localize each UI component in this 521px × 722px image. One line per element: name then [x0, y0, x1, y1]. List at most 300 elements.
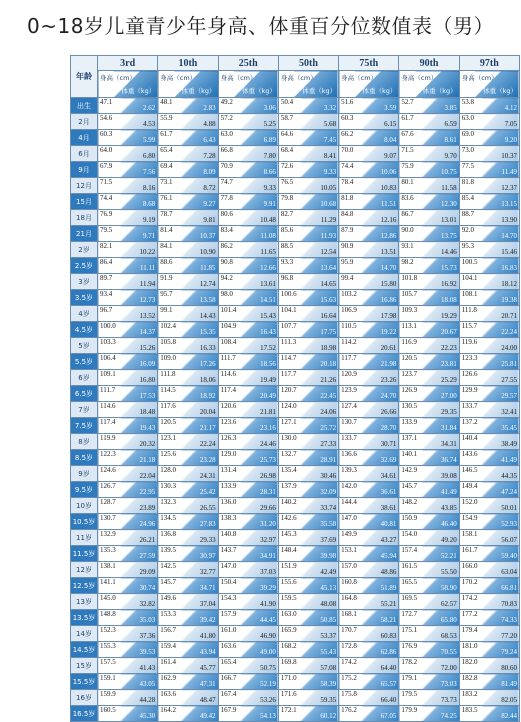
percentile-header: 10th: [158, 56, 218, 71]
value-cell: [158, 674, 218, 690]
weight-value: 41.90: [260, 600, 276, 608]
height-value: 90.9: [341, 242, 354, 250]
height-value: 168.1: [341, 610, 357, 618]
weight-value: 48.47: [199, 696, 216, 704]
height-value: 123.9: [341, 386, 357, 394]
weight-value: 20.18: [320, 360, 337, 368]
height-value: 98.0: [220, 290, 233, 298]
value-cell: [218, 498, 278, 514]
height-value: 126.3: [220, 434, 237, 442]
value-cell: [399, 546, 459, 562]
value-cell: [339, 594, 399, 610]
height-value: 161.7: [461, 546, 478, 554]
weight-value: 10.37: [501, 152, 517, 160]
weight-value: 50.85: [320, 616, 337, 624]
height-value: 132.9: [100, 530, 116, 538]
value-cell: [218, 178, 278, 194]
value-cell: [158, 450, 218, 466]
value-cell: [158, 610, 218, 626]
height-value: 161.4: [160, 658, 177, 666]
weight-value: 60.12: [320, 712, 337, 720]
height-value: 182.0: [461, 658, 478, 666]
value-cell: [98, 546, 158, 562]
value-cell: [459, 498, 519, 514]
value-cell: [98, 114, 158, 130]
value-cell: [158, 386, 218, 402]
value-cell: [339, 178, 399, 194]
value-cell: [218, 466, 278, 482]
height-value: 159.1: [100, 674, 116, 682]
value-cell: [399, 402, 459, 418]
weight-value: 18.12: [501, 280, 517, 288]
weight-value: 9.81: [203, 216, 216, 224]
age-cell: 15岁: [71, 658, 98, 674]
value-cell: [158, 162, 218, 178]
height-value: 171.0: [280, 674, 297, 682]
height-value: 100.6: [280, 290, 297, 298]
value-cell: [339, 98, 399, 114]
height-value: 80.1: [401, 178, 414, 186]
weight-value: 23.26: [380, 376, 397, 384]
value-cell: [399, 114, 459, 130]
value-cell: [399, 226, 459, 242]
height-value: 135.3: [100, 546, 116, 554]
age-cell: 11岁: [71, 530, 98, 546]
weight-value: 48.08: [320, 600, 337, 608]
height-value: 126.6: [461, 370, 478, 378]
weight-value: 38.49: [501, 440, 517, 448]
weight-value: 19.22: [380, 328, 397, 336]
weight-value: 8.16: [143, 184, 156, 192]
value-cell: [278, 146, 338, 162]
weight-value: 12.86: [380, 232, 397, 240]
weight-value: 55.43: [320, 648, 337, 656]
weight-value: 44.45: [260, 616, 276, 624]
height-value: 84.8: [341, 210, 354, 218]
weight-value: 9.70: [444, 152, 457, 160]
height-value: 158.1: [461, 530, 478, 538]
value-cell: [158, 418, 218, 434]
weight-value: 5.25: [263, 120, 276, 128]
weight-value: 17.52: [260, 344, 276, 352]
height-value: 130.0: [280, 434, 297, 442]
value-cell: [399, 386, 459, 402]
age-cell: 2月: [71, 114, 98, 130]
weight-value: 58.39: [320, 680, 337, 688]
value-cell: [98, 322, 158, 338]
height-value: 81.8: [341, 194, 354, 202]
weight-value: 74.25: [440, 712, 457, 720]
height-value: 51.6: [341, 98, 354, 106]
weight-value: 15.80: [380, 280, 397, 288]
value-cell: [399, 306, 459, 322]
height-value: 145.7: [401, 482, 418, 490]
height-value: 91.9: [160, 274, 173, 282]
height-value: 104.1: [280, 306, 297, 314]
value-cell: [98, 130, 158, 146]
age-cell: 5岁: [71, 338, 98, 354]
age-cell: 18月: [71, 210, 98, 226]
height-value: 63.0: [461, 114, 474, 122]
value-cell: [399, 290, 459, 306]
height-value: 117.4: [220, 386, 237, 394]
weight-value: 42.49: [320, 568, 337, 576]
height-value: 120.7: [280, 386, 297, 394]
weight-value: 15.26: [139, 344, 156, 352]
weight-value: 25.42: [199, 488, 216, 496]
height-value: 138.3: [220, 514, 237, 522]
value-cell: [459, 530, 519, 546]
value-cell: [98, 258, 158, 274]
weight-value: 11.85: [200, 264, 216, 272]
weight-value: 44.35: [501, 472, 517, 480]
table-row: [71, 578, 520, 594]
weight-value: 19.43: [139, 424, 156, 432]
weight-value: 16.83: [501, 264, 517, 272]
value-cell: [98, 194, 158, 210]
weight-value: 29.33: [199, 536, 216, 544]
height-value: 120.5: [160, 418, 177, 426]
value-cell: [98, 466, 158, 482]
height-value: 154.3: [220, 594, 237, 602]
weight-value: 13.58: [199, 296, 216, 304]
weight-value: 10.37: [199, 232, 216, 240]
value-cell: [218, 546, 278, 562]
height-value: 117.4: [100, 418, 116, 426]
height-value: 136.8: [160, 530, 177, 538]
height-value: 179.5: [401, 690, 418, 698]
height-value: 140.4: [461, 434, 478, 442]
value-cell: [399, 674, 459, 690]
height-value: 89.7: [100, 274, 113, 282]
weight-value: 13.64: [320, 264, 337, 272]
table-row: [71, 130, 520, 146]
height-value: 131.4: [220, 466, 237, 474]
weight-value: 48.86: [380, 568, 397, 576]
value-cell: [278, 322, 338, 338]
height-value: 169.5: [401, 594, 418, 602]
value-cell: [459, 290, 519, 306]
height-value: 149.4: [461, 482, 478, 490]
value-cell: [218, 418, 278, 434]
weight-value: 14.65: [320, 280, 337, 288]
weight-value: 37.04: [199, 600, 216, 608]
weight-value: 70.55: [440, 648, 457, 656]
value-cell: [158, 98, 218, 114]
age-cell: 10岁: [71, 498, 98, 514]
height-value: 183.5: [461, 706, 478, 714]
value-cell: [218, 402, 278, 418]
value-cell: [399, 194, 459, 210]
weight-value: 46.90: [260, 632, 276, 640]
value-cell: [459, 258, 519, 274]
height-value: 157.5: [100, 658, 116, 666]
weight-value: 25.81: [501, 360, 517, 368]
unit-subheader-cell: [339, 71, 399, 98]
weight-value: 21.81: [260, 408, 276, 416]
height-value: 165.9: [280, 626, 297, 634]
weight-value: 46.40: [440, 520, 457, 528]
weight-value: 7.56: [143, 168, 156, 176]
value-cell: [158, 546, 218, 562]
table-row: [71, 498, 520, 514]
weight-value: 9.91: [263, 200, 276, 208]
table-row: [71, 226, 520, 242]
weight-value: 12.37: [501, 184, 517, 192]
weight-value: 50.01: [501, 504, 517, 512]
unit-subheader-cell: [459, 71, 519, 98]
height-value: 81.4: [160, 226, 173, 234]
table-row: [71, 290, 520, 306]
value-cell: [218, 290, 278, 306]
height-value: 135.4: [280, 466, 297, 474]
height-value: 120.9: [341, 370, 357, 378]
table-row: [71, 386, 520, 402]
percentile-header: 25th: [218, 56, 278, 71]
weight-value: 54.13: [260, 712, 276, 720]
weight-value: 28.31: [260, 488, 276, 496]
weight-value: 22.45: [320, 392, 337, 400]
value-cell: [158, 146, 218, 162]
weight-value: 18.98: [320, 344, 337, 352]
weight-value: 55.21: [380, 600, 397, 608]
height-value: 129.0: [220, 450, 237, 458]
table-row: [71, 562, 520, 578]
height-value: 139.3: [341, 466, 357, 474]
weight-value: 40.81: [380, 520, 397, 528]
value-cell: [339, 274, 399, 290]
value-cell: [278, 354, 338, 370]
height-value: 90.0: [401, 226, 414, 234]
table-row: [71, 466, 520, 482]
value-cell: [399, 482, 459, 498]
value-cell: [98, 210, 158, 226]
weight-value: 22.04: [139, 472, 156, 480]
age-cell: 12.5岁: [71, 578, 98, 594]
weight-value: 81.49: [501, 680, 517, 688]
height-value: 53.8: [461, 98, 474, 106]
height-value: 166.7: [220, 674, 237, 682]
height-value: 140.2: [280, 498, 297, 506]
height-value: 159.9: [100, 690, 116, 698]
height-value: 137.9: [280, 482, 297, 490]
height-value: 79.8: [280, 194, 294, 202]
height-value: 156.7: [160, 626, 177, 634]
height-value: 143.7: [220, 546, 237, 554]
weight-value: 7.28: [203, 152, 216, 160]
value-cell: [399, 418, 459, 434]
weight-value: 66.40: [380, 696, 397, 704]
weight-value: 10.05: [320, 184, 337, 192]
value-cell: [218, 386, 278, 402]
weight-value: 13.75: [440, 232, 457, 240]
height-value: 71.5: [401, 146, 414, 154]
height-value: 143.6: [461, 450, 478, 458]
value-cell: [459, 194, 519, 210]
table-row: [71, 690, 520, 706]
height-value: 110.5: [341, 322, 357, 330]
height-value: 93.4: [100, 290, 113, 298]
height-value: 157.4: [401, 546, 418, 554]
weight-value: 3.32: [323, 104, 337, 112]
table-row: [71, 242, 520, 258]
height-unit-label: 身高（cm）: [341, 74, 378, 82]
value-cell: [158, 578, 218, 594]
value-cell: [278, 674, 338, 690]
weight-value: 10.68: [320, 200, 337, 208]
height-value: 105.7: [401, 290, 418, 298]
value-cell: [399, 690, 459, 706]
weight-value: 24.00: [501, 344, 517, 352]
weight-value: 82.44: [501, 712, 517, 720]
weight-unit-label: 体重（kg）: [483, 87, 517, 95]
weight-value: 10.90: [199, 248, 216, 256]
height-value: 104.1: [461, 274, 478, 282]
height-value: 93.3: [280, 258, 294, 266]
weight-value: 12.30: [440, 200, 457, 208]
height-value: 152.0: [461, 498, 478, 506]
age-cell: 5.5岁: [71, 354, 98, 370]
weight-value: 9.71: [143, 232, 156, 240]
value-cell: [399, 98, 459, 114]
age-cell: 9岁: [71, 466, 98, 482]
weight-value: 32.09: [320, 488, 337, 496]
height-value: 125.6: [160, 450, 177, 458]
weight-value: 43.05: [139, 680, 156, 688]
age-cell: 4岁: [71, 306, 98, 322]
weight-value: 14.70: [501, 232, 517, 240]
weight-value: 7.05: [504, 120, 517, 128]
value-cell: [218, 354, 278, 370]
table-row: [71, 594, 520, 610]
weight-value: 45.94: [380, 552, 397, 560]
weight-value: 11.93: [320, 232, 337, 240]
value-cell: [339, 530, 399, 546]
weight-value: 13.51: [380, 248, 397, 256]
value-cell: [339, 402, 399, 418]
weight-value: 23.16: [260, 424, 276, 432]
value-cell: [158, 178, 218, 194]
height-value: 142.5: [160, 562, 177, 570]
value-cell: [218, 226, 278, 242]
value-cell: [459, 690, 519, 706]
value-cell: [399, 322, 459, 338]
value-cell: [218, 706, 278, 722]
weight-value: 37.36: [139, 632, 156, 640]
weight-value: 47.31: [199, 680, 216, 688]
value-cell: [158, 306, 218, 322]
value-cell: [459, 466, 519, 482]
weight-value: 82.05: [501, 696, 517, 704]
unit-subheader-cell: [278, 71, 338, 98]
weight-value: 49.00: [260, 648, 276, 656]
height-value: 145.3: [280, 530, 297, 538]
value-cell: [98, 290, 158, 306]
weight-value: 52.19: [260, 680, 276, 688]
value-cell: [98, 226, 158, 242]
age-cell: 6岁: [71, 370, 98, 386]
height-value: 148.8: [100, 610, 116, 618]
height-value: 172.7: [401, 610, 418, 618]
height-value: 157.0: [341, 562, 357, 570]
height-value: 179.9: [401, 706, 418, 714]
value-cell: [339, 226, 399, 242]
height-value: 130.5: [401, 402, 418, 410]
weight-value: 13.90: [501, 216, 517, 224]
weight-value: 53.37: [320, 632, 337, 640]
weight-value: 13.01: [440, 216, 457, 224]
height-value: 60.3: [341, 114, 354, 122]
height-value: 88.6: [160, 258, 173, 266]
height-value: 107.7: [280, 322, 297, 330]
percentile-header: 75th: [339, 56, 399, 71]
value-cell: [399, 594, 459, 610]
value-cell: [278, 498, 338, 514]
weight-value: 21.98: [380, 360, 397, 368]
height-value: 86.7: [401, 210, 414, 218]
value-cell: [98, 98, 158, 114]
value-cell: [98, 610, 158, 626]
value-cell: [158, 482, 218, 498]
height-value: 61.7: [401, 114, 414, 122]
age-cell: 9.5岁: [71, 482, 98, 498]
weight-value: 32.41: [501, 408, 517, 416]
weight-value: 12.73: [139, 296, 156, 304]
age-cell: 10.5岁: [71, 514, 98, 530]
height-value: 111.7: [100, 386, 116, 394]
height-value: 103.2: [341, 290, 357, 298]
height-value: 69.4: [160, 162, 173, 170]
weight-value: 35.45: [501, 424, 517, 432]
value-cell: [399, 626, 459, 642]
height-value: 109.3: [401, 306, 418, 314]
weight-value: 28.70: [380, 424, 397, 432]
unit-subheader-row: [71, 71, 520, 98]
weight-value: 57.08: [320, 664, 337, 672]
value-cell: [158, 274, 218, 290]
weight-value: 29.09: [139, 568, 156, 576]
value-cell: [218, 322, 278, 338]
value-cell: [218, 610, 278, 626]
value-cell: [339, 466, 399, 482]
percentile-header: 90th: [399, 56, 459, 71]
height-value: 117.6: [160, 402, 176, 410]
height-value: 136.6: [341, 450, 357, 458]
height-value: 95.7: [160, 290, 173, 298]
table-row: [71, 210, 520, 226]
weight-value: 4.53: [143, 120, 156, 128]
height-value: 170.2: [461, 578, 478, 586]
age-cell: 7岁: [71, 402, 98, 418]
value-cell: [339, 386, 399, 402]
height-value: 155.6: [280, 578, 297, 586]
height-value: 68.4: [280, 146, 294, 154]
height-value: 163.6: [160, 690, 177, 698]
weight-value: 14.46: [440, 248, 457, 256]
value-cell: [218, 338, 278, 354]
value-cell: [98, 626, 158, 642]
height-value: 136.0: [220, 498, 237, 506]
value-cell: [459, 706, 519, 722]
weight-value: 77.20: [501, 632, 517, 640]
value-cell: [278, 482, 338, 498]
height-value: 182.8: [461, 674, 478, 682]
value-cell: [459, 594, 519, 610]
height-value: 81.8: [461, 178, 474, 186]
height-value: 151.9: [280, 562, 297, 570]
height-value: 92.0: [461, 226, 474, 234]
weight-value: 26.98: [260, 472, 276, 480]
